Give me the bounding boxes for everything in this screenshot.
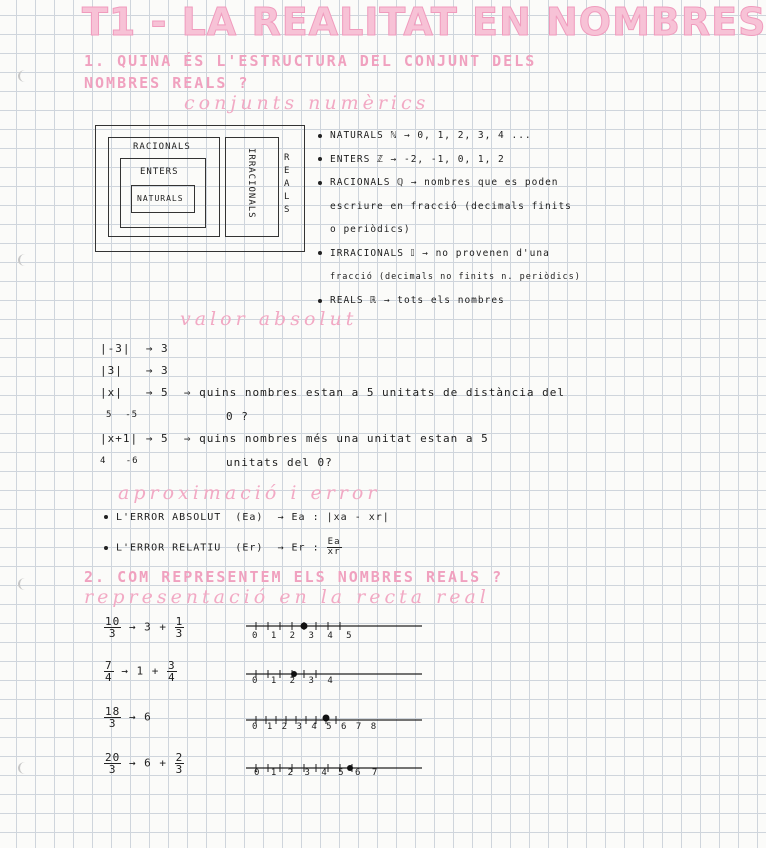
abs-row-4-cont: unitats del 0? (226, 456, 333, 469)
number-line-1-labels: 0 1 2 3 4 5 (252, 631, 356, 641)
abs-row-4-branch: 4 -6 (100, 456, 139, 466)
abs-row-2: |3| → 3 (100, 364, 169, 377)
fraction-row-4: $\frac{20}{3}$ → 6 + $\frac{2}{3}$ (105, 751, 184, 776)
fraction-row-2: $\frac{7}{4}$ → 1 + $\frac{3}{4}$ (105, 659, 176, 684)
number-line-2-labels: 0 1 2 3 4 (252, 676, 337, 686)
binder-hole (18, 762, 32, 774)
number-line-4-labels: 0 1 2 3 4 5 6 7 (254, 768, 381, 778)
abs-row-3: |x| → 5 ⇒ quins nombres estan a 5 unitats de distància del (100, 386, 566, 399)
subtitle-valor-absolut: valor absolut (180, 308, 358, 330)
sets-list (318, 124, 581, 313)
fraction-row-3: $\frac{18}{3}$ → 6 (105, 705, 152, 730)
binder-hole (18, 70, 32, 82)
abs-row-1: |-3| → 3 (100, 342, 169, 355)
set-item-naturals: NATURALS ℕ → 0, 1, 2, 3, 4 ... (318, 124, 581, 148)
question-1-line2: NOMBRES REALS ? (84, 74, 250, 92)
subtitle-conjunts: conjunts numèrics (184, 92, 430, 114)
question-1-line1: 1. QUINA ÉS L'ESTRUCTURA DEL CONJUNT DELS (84, 52, 537, 70)
set-item-enters: ENTERS ℤ → -2, -1, 0, 1, 2 (318, 148, 581, 172)
error-relatiu-row: L'ERROR RELATIU (Er) → Er : $\frac{Ea}{xr}$ (104, 538, 342, 557)
abs-row-3-branch: 5 -5 (106, 410, 139, 420)
enters-label: ENTERS (140, 167, 179, 177)
racionals-label: RACIONALS (133, 142, 191, 152)
question-2: 2. COM REPRESENTEM ELS NOMBRES REALS ? (84, 568, 504, 586)
abs-row-4: |x+1| → 5 ⇒ quins nombres més una unitat estan a 5 (100, 432, 489, 445)
set-item-racionals: RACIONALS ℚ → nombres que es poden (318, 171, 581, 195)
set-item-racionals-cont2: o periòdics) (330, 224, 411, 236)
naturals-label: NATURALS (137, 194, 184, 203)
point-marker (301, 623, 308, 630)
set-item-irracionals: IRRACIONALS 𝕀 → no provenen d'una (318, 242, 581, 266)
page-title: T1 - LA REALITAT EN NOMBRES (82, 0, 766, 44)
point-marker (323, 715, 330, 722)
abs-row-3-cont: 0 ? (226, 410, 249, 423)
set-item-reals: REALS ℝ → tots els nombres (318, 289, 581, 313)
error-absolut-row: L'ERROR ABSOLUT (Ea) → Ea : |xa - xr| (104, 512, 390, 523)
relative-error-fraction: $\frac{Ea}{xr}$ (327, 537, 341, 557)
fraction-row-1: $\frac{10}{3}$ → 3 + $\frac{1}{3}$ (105, 615, 184, 640)
set-item-irracionals-cont: fracció (decimals no finits n. periòdics) (330, 271, 581, 282)
subtitle-aproximacio: aproximació i error (118, 482, 381, 504)
subtitle-recta-real: representació en la recta real (84, 586, 490, 608)
binder-hole (18, 254, 32, 266)
set-item-racionals-cont: escriure en fracció (decimals finits (330, 200, 572, 212)
binder-hole (18, 578, 32, 590)
number-line-3-labels: 0 1 2 3 4 5 6 7 8 (252, 722, 379, 732)
irracionals-label: IRRACIONALS (246, 148, 256, 219)
reals-label: REALS (284, 153, 291, 215)
